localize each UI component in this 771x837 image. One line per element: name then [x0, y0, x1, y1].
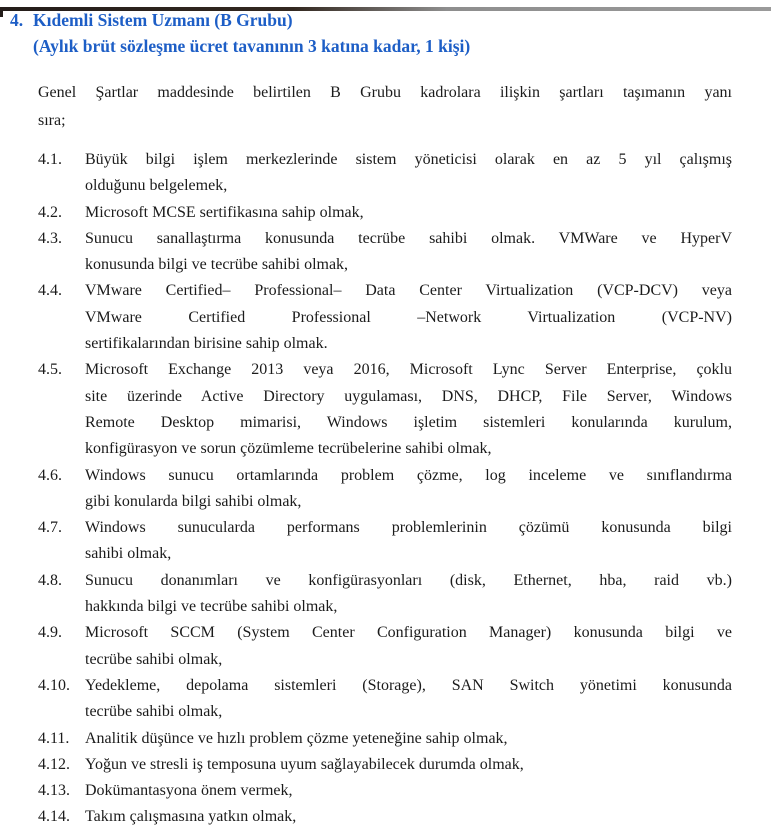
list-item [38, 200, 732, 226]
text-line: Sunucu sanallaştırma konusunda tecrübe sahibi olmak. VMWare ve HyperV [85, 229, 732, 247]
item-number: 4.5. [38, 361, 62, 379]
text-line: Sunucu donanımları ve konfigürasyonları (disk, Ethernet, hba, raid vb.) [85, 571, 732, 589]
text-line: sahibi olmak, [85, 545, 172, 563]
item-number: 4.7. [38, 519, 62, 537]
document-page [0, 7, 771, 837]
item-number: 4.6. [38, 466, 62, 484]
text-line: Microsoft MCSE sertifikasına sahip olmak, [85, 203, 364, 221]
text-line: site üzerinde Active Directory uygulaması, DNS, DHCP, File Server, Windows [85, 387, 732, 405]
text-line: VMware Certified Professional –Network Virtualization (VCP-NV) [85, 308, 732, 326]
text-line: hakkında bilgi ve tecrübe sahibi olmak, [85, 598, 338, 616]
item-number: 4.3. [38, 229, 62, 247]
text-line: konusunda bilgi ve tecrübe sahibi olmak, [85, 256, 349, 274]
text-line: Genel Şartlar maddesinde belirtilen B Grubu kadrolara ilişkin şartları taşımanın yanı [38, 84, 732, 101]
list-item [38, 357, 732, 462]
section-number: 4. [10, 10, 24, 30]
text-line: gibi konularda bilgi sahibi olmak, [85, 492, 302, 510]
text-line: Microsoft Exchange 2013 veya 2016, Microsoft Lync Server Enterprise, çoklu [85, 361, 732, 379]
section-subtitle: (Aylık brüt sözleşme ücret tavanının 3 katına kadar, 1 kişi) [33, 36, 471, 56]
text-line: Yoğun ve stresli iş temposuna uyum sağlayabilecek durumda olmak, [85, 755, 524, 773]
text-line: sıra; [38, 112, 66, 129]
list-item [38, 515, 732, 568]
item-number: 4.8. [38, 571, 62, 589]
item-number: 4.13. [38, 782, 70, 800]
text-line: Windows sunucularda performans problemlerinin çözümü konusunda bilgi [85, 519, 732, 537]
list-item [38, 568, 732, 621]
requirements-list [38, 147, 732, 831]
item-number: 4.10. [38, 676, 70, 694]
section-title: Kıdemli Sistem Uzmanı (B Grubu) [33, 10, 293, 30]
item-number: 4.11. [38, 729, 70, 747]
text-line: Yedekleme, depolama sistemleri (Storage), SAN Switch yönetimi konusunda [85, 676, 732, 694]
list-item [38, 804, 732, 830]
text-line: sertifikalarından birisine sahip olmak. [85, 335, 328, 353]
list-item [38, 673, 732, 726]
list-item [38, 778, 732, 804]
list-item [38, 752, 732, 778]
text-line: Takım çalışmasına yatkın olmak, [85, 808, 297, 826]
text-line: Windows sunucu ortamlarında problem çözme, log inceleme ve sınıflandırma [85, 466, 732, 484]
intro-paragraph [38, 79, 732, 135]
text-line: Büyük bilgi işlem merkezlerinde sistem yöneticisi olarak en az 5 yıl çalışmış [85, 151, 732, 168]
item-number: 4.14. [38, 808, 70, 826]
text-line: olduğunu belgelemek, [85, 177, 228, 195]
list-item [38, 278, 732, 357]
item-number: 4.4. [38, 282, 62, 300]
text-line: Analitik düşünce ve hızlı problem çözme yeteneğine sahip olmak, [85, 729, 508, 747]
text-line: Dokümantasyona önem vermek, [85, 782, 293, 800]
page-edge-notch [0, 7, 3, 17]
item-number: 4.2. [38, 203, 62, 221]
text-line: konfigürasyon ve sorun çözümleme tecrübelerine sahibi olmak, [85, 440, 492, 458]
list-item [38, 147, 732, 200]
list-item [38, 226, 732, 279]
text-line: VMware Certified– Professional– Data Center Virtualization (VCP-DCV) veya [85, 282, 732, 300]
item-number: 4.9. [38, 624, 62, 642]
text-line: Microsoft SCCM (System Center Configuration Manager) konusunda bilgi ve [85, 624, 732, 642]
list-item [38, 463, 732, 516]
text-line: tecrübe sahibi olmak, [85, 650, 223, 668]
text-line: tecrübe sahibi olmak, [85, 703, 223, 721]
list-item [38, 620, 732, 673]
text-line: Remote Desktop mimarisi, Windows işletim sistemleri konularında kurulum, [85, 413, 732, 431]
item-number: 4.1. [38, 151, 62, 168]
item-number: 4.12. [38, 755, 70, 773]
list-item [38, 726, 732, 752]
section-heading [10, 7, 741, 59]
